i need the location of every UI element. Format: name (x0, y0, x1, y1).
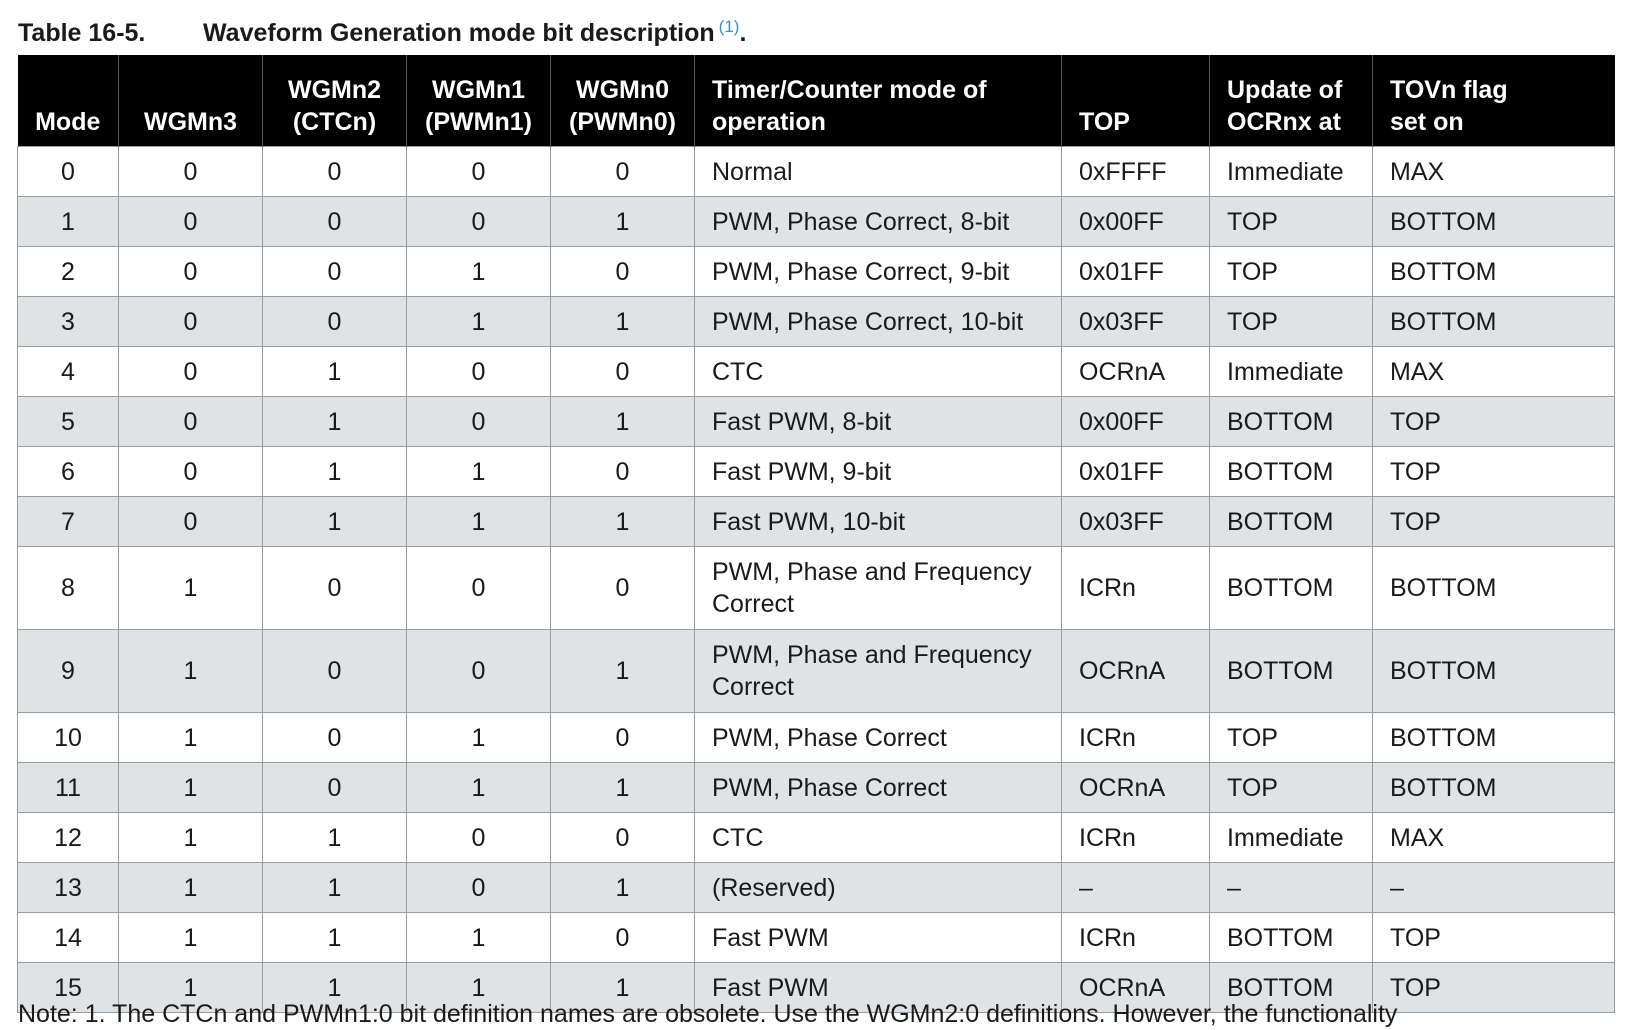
cell-wgmn0: 1 (551, 397, 695, 447)
cell-wgmn2: 0 (263, 197, 407, 247)
cell-wgmn1: 0 (407, 630, 551, 713)
cell-wgmn1: 1 (407, 497, 551, 547)
cell-wgmn2: 0 (263, 547, 407, 630)
cell-update: BOTTOM (1210, 497, 1373, 547)
cell-text: Correct (712, 673, 794, 701)
cell-wgmn3: 1 (119, 963, 263, 1013)
cell-tovn: BOTTOM (1373, 547, 1615, 630)
cell-wgmn1: 1 (407, 247, 551, 297)
cell-top: 0x01FF (1062, 247, 1210, 297)
cell-wgmn2: 1 (263, 813, 407, 863)
cell-wgmn3: 1 (119, 813, 263, 863)
cell-wgmn0: 0 (551, 147, 695, 197)
cell-tovn: MAX (1373, 347, 1615, 397)
cell-wgmn1: 0 (407, 547, 551, 630)
table-number: Table 16-5. (18, 19, 146, 47)
cell-mode: 3 (18, 297, 119, 347)
cell-wgmn2: 1 (263, 447, 407, 497)
cell-wgmn2: 1 (263, 963, 407, 1013)
table-row (18, 447, 1615, 497)
cell-top: OCRnA (1062, 347, 1210, 397)
column-header-operation (695, 55, 1062, 147)
column-header-update (1210, 55, 1373, 147)
cell-wgmn0: 1 (551, 630, 695, 713)
table-row (18, 497, 1615, 547)
table-row (18, 197, 1615, 247)
cell-wgmn0: 0 (551, 713, 695, 763)
cell-wgmn1: 0 (407, 397, 551, 447)
cell-update: BOTTOM (1210, 397, 1373, 447)
column-header-wgmn0 (551, 55, 695, 147)
table-row (18, 630, 1615, 713)
column-header-tovn (1373, 55, 1615, 147)
header-text: WGMn0 (575, 76, 670, 104)
header-text: TOVn flag (1390, 76, 1508, 104)
header-text: (PWMn1) (425, 108, 532, 136)
cell-mode: 12 (18, 813, 119, 863)
cell-tovn: BOTTOM (1373, 197, 1615, 247)
cell-tovn: MAX (1373, 813, 1615, 863)
cell-top: ICRn (1062, 813, 1210, 863)
cell-operation: Fast PWM (695, 963, 1062, 1013)
header-text: (PWMn0) (569, 108, 676, 136)
cell-top: 0x03FF (1062, 497, 1210, 547)
column-header-top (1062, 55, 1210, 147)
cell-wgmn3: 1 (119, 763, 263, 813)
cell-update: BOTTOM (1210, 547, 1373, 630)
cell-wgmn0: 0 (551, 913, 695, 963)
cell-top: 0x03FF (1062, 297, 1210, 347)
cell-wgmn3: 0 (119, 247, 263, 297)
cell-mode: 14 (18, 913, 119, 963)
cell-wgmn1: 1 (407, 713, 551, 763)
cell-operation: PWM, Phase Correct, 8-bit (695, 197, 1062, 247)
cell-wgmn2: 1 (263, 913, 407, 963)
table-caption (18, 16, 746, 50)
cell-wgmn2: 1 (263, 863, 407, 913)
cell-update: Immediate (1210, 147, 1373, 197)
cell-mode: 5 (18, 397, 119, 447)
cell-tovn: TOP (1373, 397, 1615, 447)
column-header-mode (18, 55, 119, 147)
cell-wgmn0: 1 (551, 963, 695, 1013)
cell-operation: Normal (695, 147, 1062, 197)
cell-mode: 15 (18, 963, 119, 1013)
cell-wgmn2: 0 (263, 763, 407, 813)
cell-wgmn0: 1 (551, 297, 695, 347)
cell-update: – (1210, 863, 1373, 913)
cell-top: ICRn (1062, 713, 1210, 763)
cell-wgmn0: 1 (551, 863, 695, 913)
cell-update: BOTTOM (1210, 913, 1373, 963)
cell-wgmn3: 1 (119, 547, 263, 630)
cell-update: TOP (1210, 247, 1373, 297)
cell-operation: CTC (695, 347, 1062, 397)
header-text: OCRnx at (1227, 108, 1341, 136)
cell-operation: CTC (695, 813, 1062, 863)
cell-wgmn1: 0 (407, 147, 551, 197)
cell-mode: 0 (18, 147, 119, 197)
caption-period: . (739, 19, 747, 47)
cell-wgmn3: 0 (119, 497, 263, 547)
cell-wgmn2: 1 (263, 397, 407, 447)
column-header-wgmn1 (407, 55, 551, 147)
cell-wgmn2: 0 (263, 247, 407, 297)
cell-wgmn3: 0 (119, 397, 263, 447)
cell-wgmn1: 1 (407, 447, 551, 497)
header-text: WGMn3 (143, 108, 238, 136)
cell-wgmn3: 1 (119, 863, 263, 913)
cell-top: ICRn (1062, 547, 1210, 630)
cell-wgmn0: 1 (551, 497, 695, 547)
header-text: operation (712, 108, 826, 136)
table-row (18, 147, 1615, 197)
cell-operation (695, 547, 1062, 630)
table-row (18, 397, 1615, 447)
cell-wgmn1: 1 (407, 297, 551, 347)
header-text: WGMn1 (431, 76, 526, 104)
footnote-link[interactable]: (1) (718, 17, 740, 36)
header-text: TOP (1079, 108, 1130, 136)
cell-tovn: BOTTOM (1373, 763, 1615, 813)
cell-top: OCRnA (1062, 630, 1210, 713)
cell-mode: 9 (18, 630, 119, 713)
cell-update: BOTTOM (1210, 630, 1373, 713)
table-body (18, 147, 1615, 1013)
cell-top: OCRnA (1062, 963, 1210, 1013)
cell-tovn: BOTTOM (1373, 247, 1615, 297)
column-header-wgmn3 (119, 55, 263, 147)
cell-top: – (1062, 863, 1210, 913)
cell-update: Immediate (1210, 813, 1373, 863)
cell-update: TOP (1210, 297, 1373, 347)
table-note: Note: 1. The CTCn and PWMn1:0 bit definition names are obsolete. Use the WGMn2:0 definitions. However, the functionality (18, 1000, 1398, 1028)
header-text: set on (1390, 108, 1464, 136)
cell-mode: 13 (18, 863, 119, 913)
cell-update: Immediate (1210, 347, 1373, 397)
cell-wgmn1: 0 (407, 863, 551, 913)
cell-wgmn3: 0 (119, 147, 263, 197)
cell-mode: 11 (18, 763, 119, 813)
cell-update: BOTTOM (1210, 447, 1373, 497)
cell-wgmn0: 0 (551, 347, 695, 397)
cell-update: TOP (1210, 763, 1373, 813)
cell-wgmn2: 0 (263, 630, 407, 713)
cell-tovn: TOP (1373, 913, 1615, 963)
table-row (18, 547, 1615, 630)
cell-operation: Fast PWM (695, 913, 1062, 963)
cell-wgmn3: 1 (119, 713, 263, 763)
cell-operation: Fast PWM, 9-bit (695, 447, 1062, 497)
header-text: (CTCn) (292, 108, 377, 136)
table-row (18, 863, 1615, 913)
cell-text: PWM, Phase and Frequency (712, 641, 1032, 669)
header-text: Update of (1227, 76, 1343, 104)
cell-operation: PWM, Phase Correct, 10-bit (695, 297, 1062, 347)
cell-wgmn3: 0 (119, 447, 263, 497)
cell-top: 0xFFFF (1062, 147, 1210, 197)
cell-operation: PWM, Phase Correct (695, 713, 1062, 763)
table-title: Waveform Generation mode bit description (203, 19, 715, 47)
cell-mode: 4 (18, 347, 119, 397)
cell-wgmn1: 0 (407, 197, 551, 247)
header-text: WGMn2 (287, 76, 382, 104)
cell-tovn: BOTTOM (1373, 297, 1615, 347)
cell-wgmn0: 1 (551, 763, 695, 813)
column-header-wgmn2 (263, 55, 407, 147)
cell-tovn: TOP (1373, 963, 1615, 1013)
cell-wgmn2: 0 (263, 297, 407, 347)
cell-operation: Fast PWM, 10-bit (695, 497, 1062, 547)
header-text: Timer/Counter mode of (712, 76, 987, 104)
cell-update: TOP (1210, 197, 1373, 247)
cell-wgmn0: 0 (551, 547, 695, 630)
table-row (18, 813, 1615, 863)
cell-wgmn3: 1 (119, 630, 263, 713)
table-header-row (18, 55, 1615, 147)
cell-wgmn3: 0 (119, 197, 263, 247)
cell-wgmn2: 0 (263, 713, 407, 763)
table-row (18, 913, 1615, 963)
cell-operation: Fast PWM, 8-bit (695, 397, 1062, 447)
cell-wgmn2: 1 (263, 347, 407, 397)
cell-update: TOP (1210, 713, 1373, 763)
table-row (18, 713, 1615, 763)
cell-top: 0x01FF (1062, 447, 1210, 497)
table-row (18, 347, 1615, 397)
waveform-generation-table (17, 55, 1615, 1013)
cell-wgmn1: 1 (407, 913, 551, 963)
cell-wgmn3: 0 (119, 297, 263, 347)
cell-tovn: BOTTOM (1373, 713, 1615, 763)
cell-top: ICRn (1062, 913, 1210, 963)
cell-wgmn3: 0 (119, 347, 263, 397)
cell-wgmn1: 0 (407, 813, 551, 863)
cell-tovn: – (1373, 863, 1615, 913)
cell-mode: 2 (18, 247, 119, 297)
cell-tovn: TOP (1373, 497, 1615, 547)
cell-operation: PWM, Phase Correct (695, 763, 1062, 813)
table-row (18, 247, 1615, 297)
cell-mode: 1 (18, 197, 119, 247)
cell-text: Correct (712, 590, 794, 618)
cell-tovn: BOTTOM (1373, 630, 1615, 713)
cell-wgmn1: 1 (407, 763, 551, 813)
cell-wgmn3: 1 (119, 913, 263, 963)
cell-wgmn0: 1 (551, 197, 695, 247)
cell-top: 0x00FF (1062, 197, 1210, 247)
table-row (18, 763, 1615, 813)
cell-wgmn1: 0 (407, 347, 551, 397)
header-text: Mode (35, 108, 101, 136)
cell-wgmn2: 0 (263, 147, 407, 197)
cell-text: PWM, Phase and Frequency (712, 558, 1032, 586)
cell-wgmn1: 1 (407, 963, 551, 1013)
cell-operation: (Reserved) (695, 863, 1062, 913)
cell-operation (695, 630, 1062, 713)
cell-wgmn0: 0 (551, 247, 695, 297)
cell-mode: 8 (18, 547, 119, 630)
cell-tovn: TOP (1373, 447, 1615, 497)
cell-top: OCRnA (1062, 763, 1210, 813)
cell-wgmn0: 0 (551, 447, 695, 497)
cell-mode: 6 (18, 447, 119, 497)
cell-mode: 10 (18, 713, 119, 763)
cell-wgmn0: 0 (551, 813, 695, 863)
cell-mode: 7 (18, 497, 119, 547)
cell-operation: PWM, Phase Correct, 9-bit (695, 247, 1062, 297)
table-row (18, 297, 1615, 347)
cell-top: 0x00FF (1062, 397, 1210, 447)
cell-wgmn2: 1 (263, 497, 407, 547)
cell-tovn: MAX (1373, 147, 1615, 197)
cell-update: BOTTOM (1210, 963, 1373, 1013)
